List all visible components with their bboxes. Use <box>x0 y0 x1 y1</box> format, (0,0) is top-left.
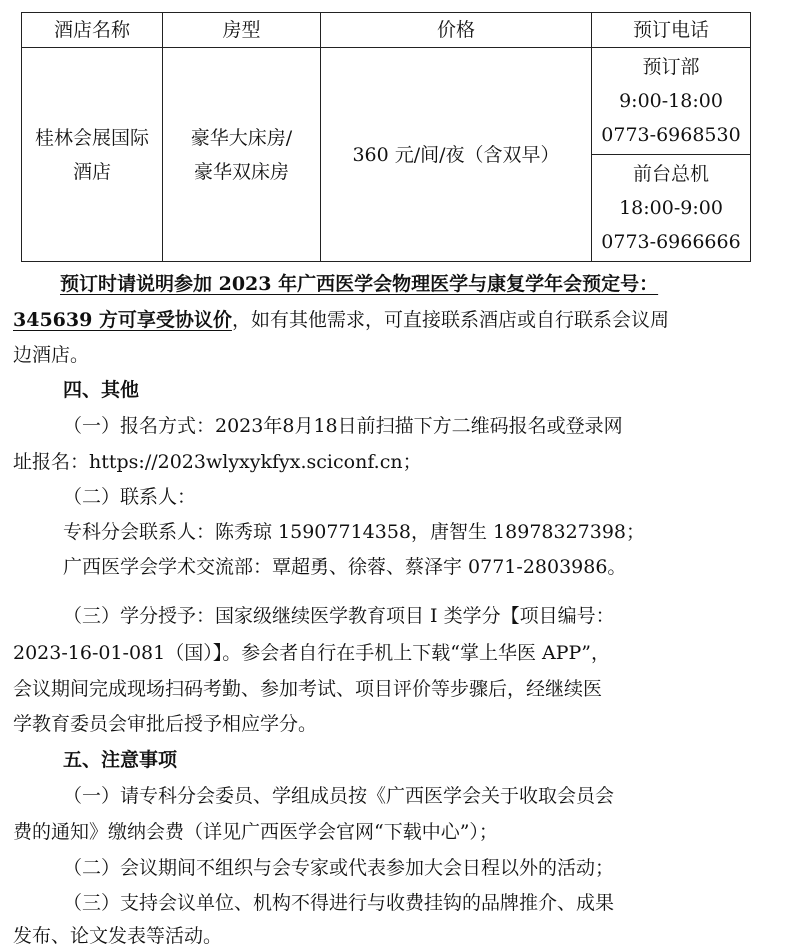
booking-dept-phone: 0773-6968530 <box>601 124 741 146</box>
notice-2-line: （二）会议期间不组织与会专家或代表参加大会日程以外的活动； <box>63 857 615 879</box>
hotel-name-cell <box>22 48 163 262</box>
price-cell: 360 元/间/夜（含双早） <box>321 48 592 262</box>
section-5-heading: 五、注意事项 <box>63 749 178 771</box>
notice-3-line-2: 发布、论文发表等活动。 <box>13 925 223 947</box>
credits-line-3: 会议期间完成现场扫码考勤、参加考试、项目评价等步骤后，经继续医 <box>13 678 603 700</box>
front-desk-hours: 18:00-9:00 <box>619 197 723 219</box>
header-hotel-name: 酒店名称 <box>22 13 163 48</box>
header-room-type: 房型 <box>163 13 321 48</box>
contacts-heading: （二）联系人： <box>63 486 197 508</box>
notice-1-line-1: （一）请专科分会委员、学组成员按《广西医学会关于收取会员会 <box>63 785 615 807</box>
notice-3-line-1: （三）支持会议单位、机构不得进行与收费挂钩的品牌推介、成果 <box>63 892 615 914</box>
booking-note-line-2 <box>13 306 669 334</box>
hotel-name-line: 桂林会展国际 <box>34 126 149 149</box>
booking-dept-label: 预订部 <box>642 56 700 78</box>
room-type-line: 豪华双床房 <box>193 160 289 183</box>
contacts-line-1: 专科分会联系人：陈秀琼 15907714358，唐智生 18978327398； <box>63 521 646 543</box>
table-header-row <box>22 13 751 48</box>
credits-line-4: 学教育委员会审批后授予相应学分。 <box>13 713 318 735</box>
booking-code-text: 345639 方可享受协议价 <box>13 309 232 331</box>
header-price: 价格 <box>321 13 592 48</box>
contacts-line-2: 广西医学会学术交流部：覃超勇、徐蓉、蔡泽宇 0771-2803986。 <box>63 556 627 578</box>
section-4-heading: 四、其他 <box>63 379 140 401</box>
room-type-cell <box>163 48 321 262</box>
front-desk-label: 前台总机 <box>632 163 709 185</box>
booking-note-line-1: 预订时请说明参加 2023 年广西医学会物理医学与康复学年会预定号： <box>60 273 659 295</box>
hotel-table <box>21 12 751 262</box>
booking-dept-hours: 9:00-18:00 <box>619 90 723 112</box>
booking-note-line-3: 边酒店。 <box>13 344 90 366</box>
credits-line-2: 2023-16-01-081（国）】。参会者自行在手机上下载“掌上华医 APP”， <box>13 642 610 664</box>
front-desk-phone: 0773-6966666 <box>601 231 741 253</box>
table-row <box>22 48 751 155</box>
hotel-name-line: 酒店 <box>72 160 111 183</box>
credits-line-1: （三）学分授予：国家级继续医学教育项目 I 类学分【项目编号： <box>63 605 615 627</box>
header-booking-phone: 预订电话 <box>592 13 751 48</box>
booking-note-rest: ，如有其他需求，可直接联系酒店或自行联系会议周 <box>231 309 669 331</box>
front-desk-cell <box>592 155 751 262</box>
booking-dept-cell <box>592 48 751 155</box>
room-type-line: 豪华大床房/ <box>190 126 293 149</box>
registration-line-2: 址报名：https://2023wlyxykfyx.sciconf.cn； <box>13 451 422 473</box>
registration-line-1: （一）报名方式：2023年8月18日前扫描下方二维码报名或登录网 <box>63 415 623 437</box>
notice-1-line-2: 费的通知》缴纳会费（详见广西医学会官网“下载中心”）； <box>13 821 498 843</box>
